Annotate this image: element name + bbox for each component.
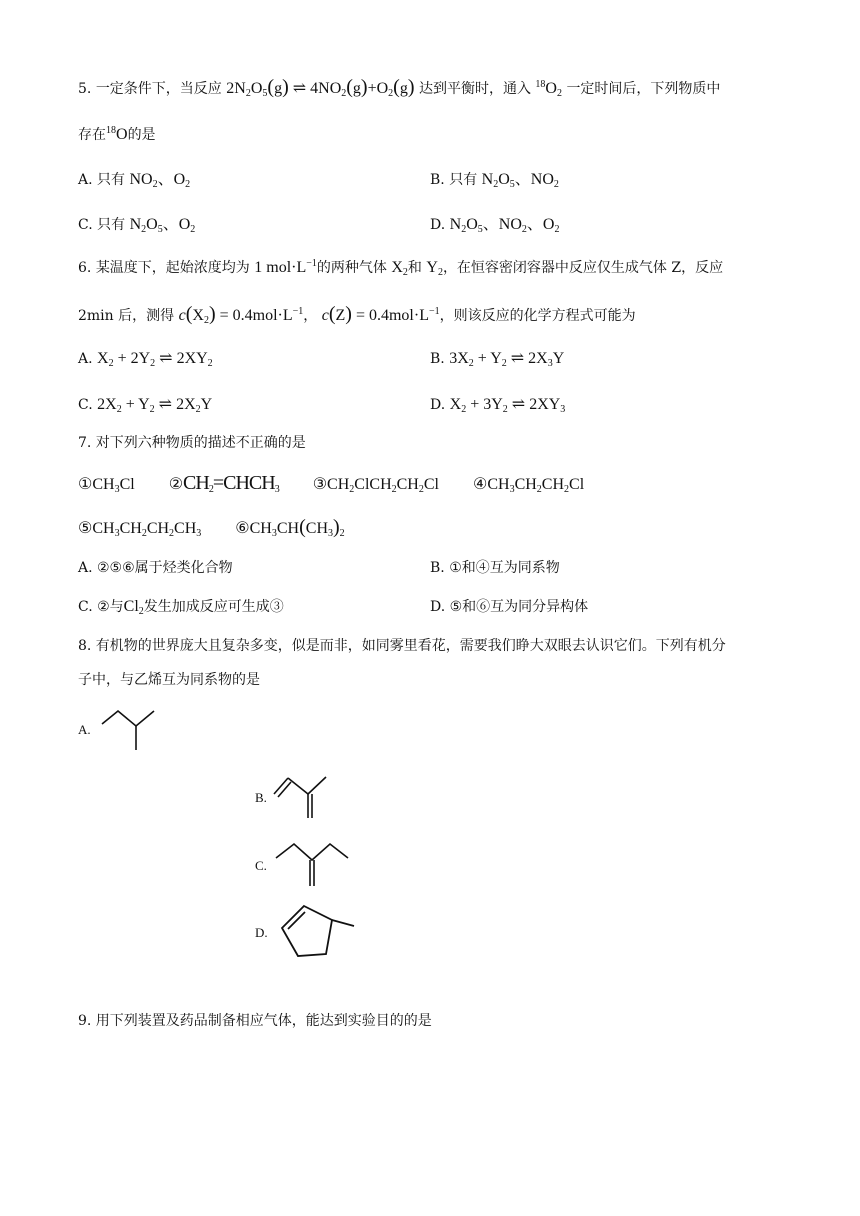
q6-and: 和 [407,260,422,276]
q5-option-c-formula: $N_2O_5$、$O_2$ [129,216,196,235]
q5-option-a [78,170,190,190]
q5-option-c-label: C. [78,217,93,233]
q7-substance-3: $③CH_2ClCH_2CH_2Cl$ [312,476,439,495]
q5-option-b-formula: $N_2O_5$、$NO_2$ [481,171,559,190]
q6-option-b-eq: $3X_2 + Y_2$ ⇌ $2X_3Y$ [449,350,565,369]
q6-line1 [78,258,723,278]
q8-option-a-structure [98,704,162,756]
q5-line2 [78,125,156,145]
q8-option-d-structure [274,900,358,964]
q7-substance-6: $⑥CH_3CH(CH_3)_2$ [235,516,345,539]
q7-substances-row1 [78,473,584,495]
q6-cx2: $c(X_2) = 0.4mol\cdot L^{-1}$ [178,303,304,326]
q6-option-d [430,395,565,415]
q8-line1: 8. 有机物的世界庞大且复杂多变，似是而非，如同雾里看花，需要我们睁大双眼去认识它们。下列有机分 [78,638,726,654]
q8-option-c-structure [272,838,356,890]
q6-option-b-label: B. [430,351,445,367]
q5-tail: 一定时间后，下列物质中 [566,81,721,97]
q5-option-a-text: 只有 [97,172,126,188]
q5-option-b-text: 只有 [449,172,478,188]
q5-option-d [430,215,559,235]
q5-option-b-label: B. [430,172,445,188]
q5-line2-b: 的是 [127,127,156,143]
q7-substance-1: $①CH_3Cl$ [78,476,135,495]
q6-option-d-label: D. [430,397,446,413]
q5-line1 [78,77,720,99]
q8-option-c-label: C. [255,858,267,873]
q8-option-a-label: A. [78,722,91,737]
q7-option-c [78,597,284,617]
q6-option-a-label: A. [78,351,93,367]
q5-option-c [78,215,195,235]
q6-cz: $c(Z) = 0.4mol\cdot L^{-1}$ [321,303,440,325]
q7-option-c-a: C. ②与 [78,599,124,615]
q5-option-b [430,170,559,190]
q5-line2-a: 存在 [78,127,106,143]
q5-option-c-text: 只有 [97,217,126,233]
q5-option-d-label: D. [430,217,446,233]
q5-isotope-o: $^{18}$O [106,125,128,143]
q5-mid: 达到平衡时，通入 [418,81,531,97]
q7-stem: 7. 对下列六种物质的描述不正确的是 [78,435,306,451]
q6-option-c-eq: $2X_2 + Y_2$ ⇌ $2X_2Y$ [97,396,213,415]
q6-option-a [78,349,213,369]
q8-option-d-label: D. [255,925,268,940]
q7-option-a: A. ②⑤⑥属于烃类化合物 [78,560,233,576]
q7-substance-2: $②CH_2=CHCH_3$ [168,472,279,495]
q7-option-c-b: 发生加成反应可生成③ [143,599,284,615]
q8-line2: 子中，与乙烯互为同系物的是 [78,672,260,688]
q6-mid2: ，在恒容密闭容器中反应仅生成气体 Z，反应 [442,260,724,276]
q7-substance-5: $⑤CH_3CH_2CH_2CH_3$ [78,520,202,539]
q6-lead: 某温度下，起始浓度均为 [95,260,250,276]
q7-cl2: $Cl_2$ [123,598,144,617]
q5-isotope-o2: $^{18}O_2$ [535,79,562,99]
q6-option-a-eq: $X_2 + 2Y_2$ ⇌ $2XY_2$ [97,350,213,369]
q5-lead: 一定条件下，当反应 [95,81,222,97]
q5-number: 5. [78,81,92,97]
q8-option-b-label: B. [255,790,267,805]
q5-option-d-formula: $N_2O_5$、$NO_2$、$O_2$ [449,216,560,235]
q6-line2: 2min 后，测得 $c(X_2) = 0.4mol\cdot L^{-1}$， $c(Z) = 0.4mol\cdot L^{-1}$，则该反应的化学方程式可能为 [78,303,636,326]
q6-option-c-label: C. [78,397,93,413]
q6-line2-b: ，则该反应的化学方程式可能为 [439,308,636,324]
q7-substances-row2 [78,517,345,539]
q7-substance-4: $④CH_3CH_2CH_2Cl$ [472,476,585,495]
q5-option-a-formula: $NO_2$、$O_2$ [129,171,191,190]
q6-option-b [430,349,564,369]
q6-option-c [78,395,212,415]
q9-stem: 9. 用下列装置及药品制备相应气体，能达到实验目的的是 [78,1013,432,1029]
q6-x2: $X_2$ [391,259,408,278]
q6-y2: $Y_2$ [426,259,443,278]
q7-option-d: D. ⑤和⑥互为同分异构体 [430,599,589,615]
q8-option-b-structure [268,772,334,822]
q6-mid1: 的两种气体 [316,260,387,276]
q6-line2-a: 2min 后，测得 [78,308,175,324]
q6-option-d-eq: $X_2 + 3Y_2$ ⇌ $2XY_3$ [449,396,566,415]
q7-option-b: B. ①和④互为同系物 [430,560,560,576]
q5-equation: $2N_2O_5(g)$ ⇌ $4NO_2(g)+O_2(g)$ [226,76,415,99]
q6-number: 6. [78,260,92,276]
q5-option-a-label: A. [78,172,93,188]
q6-concentration: 1 $mol\cdot L^{-1}$ [254,258,317,276]
